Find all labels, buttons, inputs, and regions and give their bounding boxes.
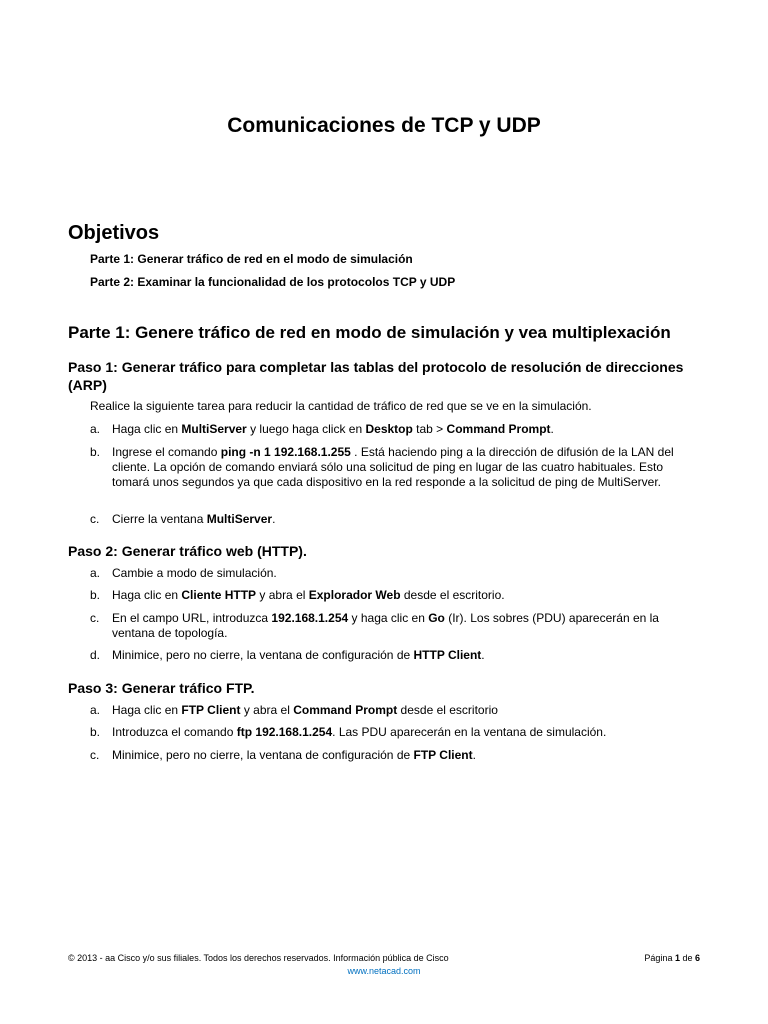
item-text: Cierre la ventana MultiServer. xyxy=(112,512,276,526)
step1-item-c xyxy=(90,512,690,527)
item-text: Haga clic en MultiServer y luego haga click en Desktop tab > Command Prompt. xyxy=(112,422,554,436)
item-label: b. xyxy=(90,725,101,739)
step2-item-a xyxy=(90,566,690,581)
item-label: a. xyxy=(90,566,101,580)
step2-item-c xyxy=(90,611,690,641)
objective-item-1: Parte 1: Generar tráfico de red en el modo de simulación xyxy=(90,252,413,266)
item-label: c. xyxy=(90,748,100,762)
step1-item-a xyxy=(90,422,690,437)
item-label: c. xyxy=(90,611,100,625)
item-text: Minimice, pero no cierre, la ventana de configuración de HTTP Client. xyxy=(112,648,485,662)
item-text: Ingrese el comando ping -n 1 192.168.1.255 . Está haciendo ping a la dirección de difusión de la LAN del cliente. La opción de comando enviará sólo una solicitud de ping en lugar de las cuatro habituales. Esto tomará unos segundos ya que cada dispositivo en la red responde a la solicitud de ping de MultiServer. xyxy=(112,445,674,489)
step2-item-b xyxy=(90,588,690,603)
item-label: c. xyxy=(90,512,100,526)
item-text: Minimice, pero no cierre, la ventana de configuración de FTP Client. xyxy=(112,748,476,762)
step3-heading: Paso 3: Generar tráfico FTP. xyxy=(68,680,255,696)
item-label: a. xyxy=(90,703,101,717)
item-text: En el campo URL, introduzca 192.168.1.254 y haga clic en Go (Ir). Los sobres (PDU) aparecerán en la ventana de topología. xyxy=(112,611,659,640)
item-label: a. xyxy=(90,422,101,436)
item-text: Haga clic en Cliente HTTP y abra el Explorador Web desde el escritorio. xyxy=(112,588,505,602)
item-text: Introduzca el comando ftp 192.168.1.254. Las PDU aparecerán en la ventana de simulación. xyxy=(112,725,607,739)
item-label: b. xyxy=(90,588,101,602)
step1-heading: Paso 1: Generar tráfico para completar las tablas del protocolo de resolución de direcciones (ARP) xyxy=(68,359,684,393)
objectives-heading: Objetivos xyxy=(68,222,160,244)
step2-item-d xyxy=(90,648,690,663)
footer-page-number: Página 1 de 6 xyxy=(644,953,700,963)
footer-copyright: © 2013 - aa Cisco y/o sus filiales. Todos los derechos reservados. Información pública de Cisco xyxy=(68,953,449,963)
item-text: Haga clic en FTP Client y abra el Command Prompt desde el escritorio xyxy=(112,703,498,717)
step3-item-a xyxy=(90,703,690,718)
step3-item-b xyxy=(90,725,690,740)
step3-item-c xyxy=(90,748,690,763)
item-label: d. xyxy=(90,648,101,662)
step1-intro: Realice la siguiente tarea para reducir la cantidad de tráfico de red que se ve en la simulación. xyxy=(90,399,592,413)
part1-heading: Parte 1: Genere tráfico de red en modo de simulación y vea multiplexación xyxy=(68,323,671,342)
item-text: Cambie a modo de simulación. xyxy=(112,566,277,580)
item-label: b. xyxy=(90,445,101,459)
step2-heading: Paso 2: Generar tráfico web (HTTP). xyxy=(68,543,307,559)
footer-netacad-link[interactable]: www.netacad.com xyxy=(347,966,421,976)
page-title: Comunicaciones de TCP y UDP xyxy=(227,114,541,137)
step1-item-b xyxy=(90,445,690,490)
objective-item-2: Parte 2: Examinar la funcionalidad de los protocolos TCP y UDP xyxy=(90,275,456,289)
